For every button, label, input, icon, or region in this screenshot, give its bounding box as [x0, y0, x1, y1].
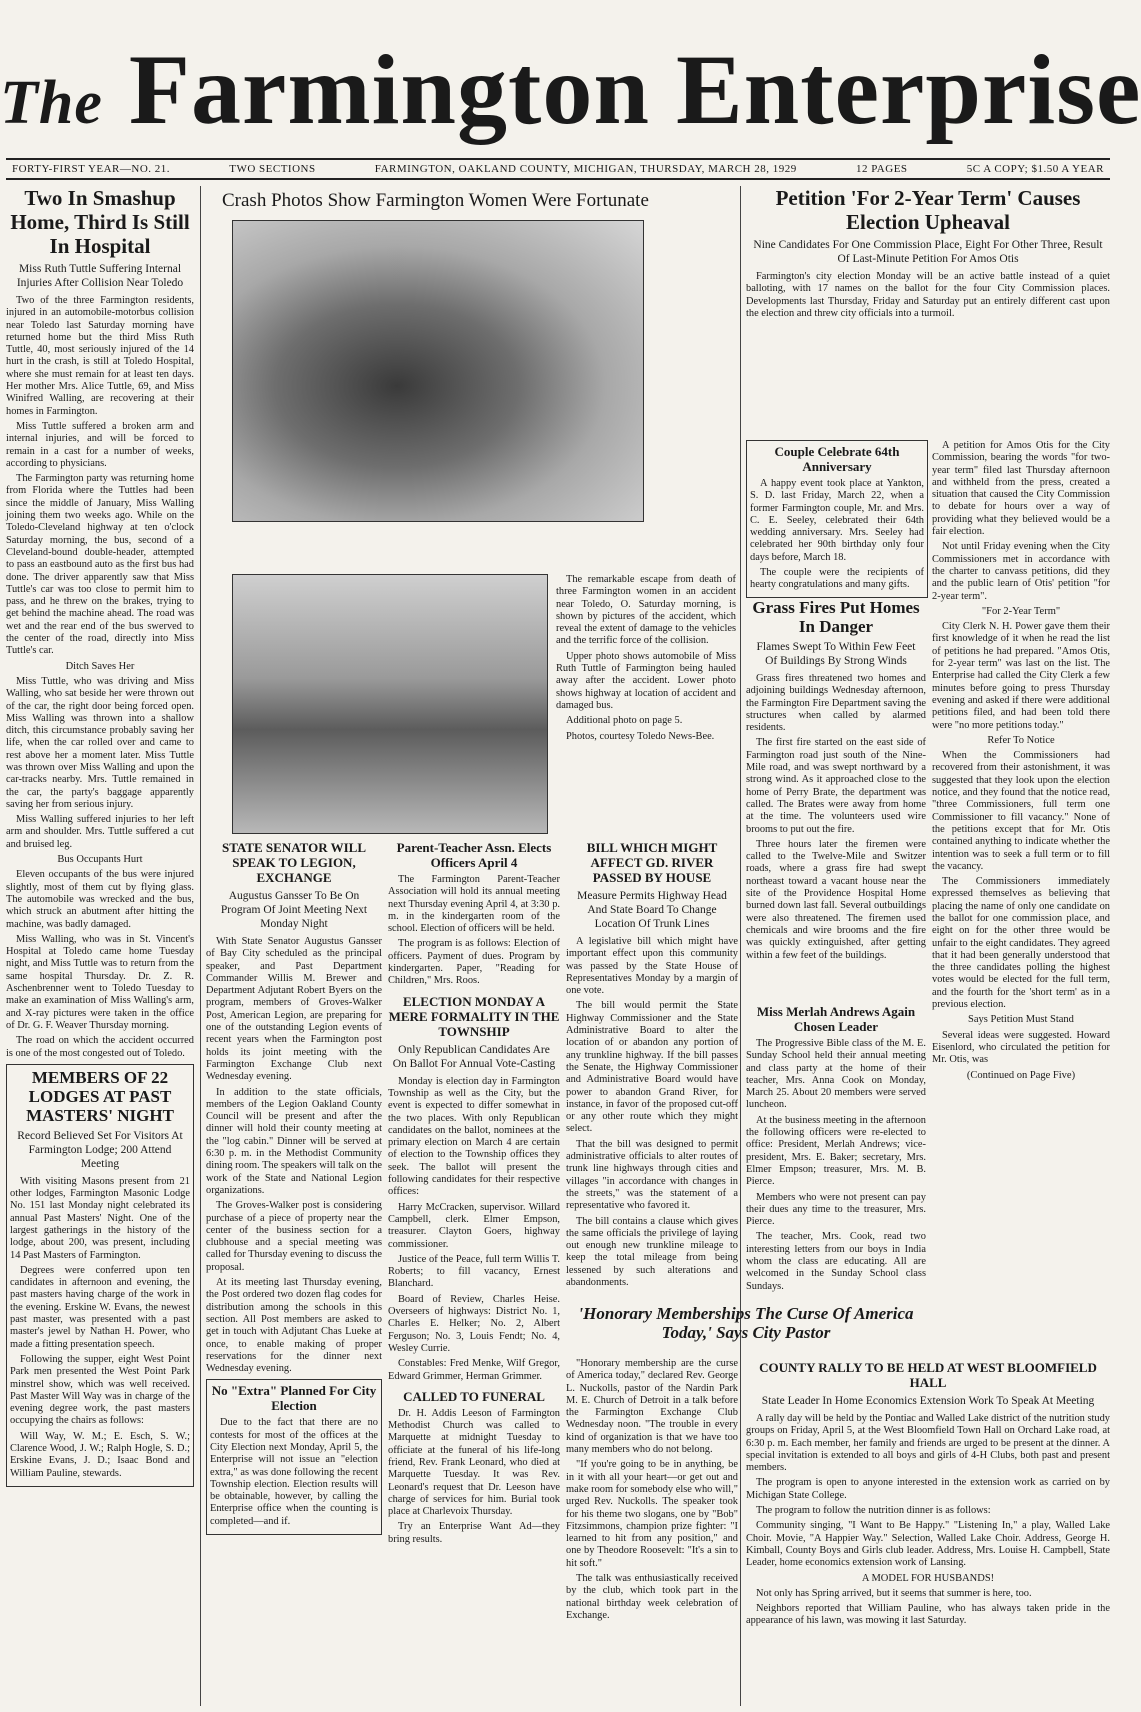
- paragraph: At its meeting last Thursday evening, the Post ordered two dozen flag codes for distribution among the schools in this section. All Post members are asked to get in touch with Adjutant Chas Lueke at once, to enable making of proper reservations for the dinner next Wednesday evening.: [206, 1277, 382, 1375]
- deck: Only Republican Candidates Are On Ballot For Annual Vote-Casting: [392, 1043, 556, 1070]
- title-the: The: [0, 69, 103, 137]
- paragraph: Members who were not present can pay their dues any time to the treasurer, Mrs. Pierce.: [746, 1191, 926, 1228]
- paragraph: The talk was enthusiastically received by the club, which took part in the national birthday week celebration of Exchange.: [566, 1573, 738, 1621]
- masthead: [0, 30, 1141, 158]
- paragraph: Two of the three Farmington residents, injured in an automobile-motorbus collision near Toledo last Saturday morning have returned home but the third Miss Ruth Tuttle, 40, most seriously injured of the 14 hurt in the crash, is still at Toledo Hospital, where she must remain for at least ten days. Her mother Mrs. Alice Tuttle, 69, and Miss Winifred Walling, are recovering at their homes in Farmington.: [6, 295, 194, 417]
- paragraph: Will Way, W. M.; E. Esch, S. W.; Clarence Wood, J. W.; Ralph Hogle, S. D.; Erskine Evans, J. D.; Isaac Bond and William Pauline, stewards.: [10, 1430, 190, 1479]
- paragraph: The Progressive Bible class of the M. E. Sunday School held their annual meeting and class party at the home of their teacher, Mrs. Anna Cook on Monday, March 25. About 20 members were served luncheon.: [746, 1038, 926, 1111]
- paragraph: "If you're going to be in anything, be in it with all your heart—or get out and make room for somebody else who will," urged Rev. Nuckolls. The speaker took for his theme two slogans, one by "Bob" Fitzsimmons, champion prize fighter: "I learned to hit from any position," and one by Theodore Roosevelt: "It's a sin to hit soft.": [566, 1459, 738, 1569]
- paragraph: Miss Tuttle, who was driving and Miss Walling, who sat beside her were thrown out of the car, the right door being forced open. Miss Walling was thrown into a shallow ditch, this circumstance probably saving her life, when the car rolled over and came to rest above her a moment later. Miss Tuttle was thrown over Miss Walling and upon the car-tracks nearby. Mrs. Tuttle remained in the car, the party's baggage apparently saving her from serious injury.: [6, 675, 194, 810]
- article-extra: [206, 1379, 382, 1535]
- paragraph: Neighbors reported that William Pauline, who has always taken pride in the appearance of his lawn, was mowing it last Saturday.: [746, 1603, 1110, 1627]
- sections-count: TWO SECTIONS: [229, 163, 316, 175]
- deck: Miss Ruth Tuttle Suffering Internal Injuries After Collision Near Toledo: [16, 263, 184, 289]
- title-name: Farmington Enterprise: [128, 34, 1141, 145]
- photo-caption: [556, 574, 736, 834]
- paragraph: Three hours later the firemen were called to the Twelve-Mile and Switzer roads, where a grass fire had swept northeast toward a vacant house near the site of the Providence Hospital Home burned down last fall. Several outbuildings were also threatened. The firemen used chemicals and wire brooms and the fire was quickly extinguished, after getting within a few feet of the buildings.: [746, 838, 926, 961]
- headline: Parent-Teacher Assn. Elects Officers April 4: [396, 840, 552, 870]
- paragraph: Degrees were conferred upon ten candidates in afternoon and evening, the past masters having charge of the work in the evening. Erskine W. Evans, the newest past master, was presented with a past master's jewel by Nathan H. Power, who made a fitting presentation speech.: [10, 1264, 190, 1350]
- paragraph: A rally day will be held by the Pontiac and Walled Lake district of the nutrition study groups on Friday, April 5, at the West Bloomfield Town Hall on Orchard Lake road, at 6:30 p. m. Each member, her family and friends are urged to be present at the dinner. A special invitation is extended to all boys and girls of 4-H Clubs, both past and present members.: [746, 1413, 1110, 1474]
- want-ad-promo: Try an Enterprise Want Ad—they bring results.: [388, 1521, 560, 1545]
- caption-text: Additional photo on page 5.: [566, 715, 683, 727]
- paragraph: In addition to the state officials, members of the Legion Oakland County Council will be present and after the dinner will hold their county meeting at the "log cabin." Dinner will be served at 6:30 p. m. in the Methodist Community dining room. The speakers will talk on the work of the State and National Legion organizations.: [206, 1086, 382, 1196]
- subhead: Ditch Saves Her: [65, 660, 135, 672]
- paragraph: Grass fires threatened two homes and adjoining buildings Wednesday afternoon, the Farmington Fire Department saving the structures when called by alarmed residents.: [746, 673, 926, 734]
- paragraph: The first fire started on the east side of Farmington road just south of the Nine-Mile road, and was swept northward by a strong wind. As it approached close to the home of Perry Brate, the department was called. The Brates were away from home at the time. The volunteers used wire brooms to put out the fire.: [746, 737, 926, 835]
- article-couple: [746, 440, 928, 598]
- headline: No "Extra" Planned For City Election: [211, 1383, 377, 1414]
- paragraph: When the Commissioners had recovered from their astonishment, it was suggested that they look upon the election notice, and they found that the notice read, "three Commissioners, full term one Commissioner to fill vacancy." None of the petitions except that for Mr. Otis contained anything to indicate whether the intention was to seek a full term or to fill the vacancy.: [932, 750, 1110, 872]
- column-rule: [200, 186, 201, 1706]
- paragraph: The program to follow the nutrition dinner is as follows:: [756, 1505, 991, 1517]
- headline: Grass Fires Put Homes In Danger: [752, 598, 920, 636]
- paragraph: "Honorary membership are the curse of America today," declared Rev. George L. Nuckolls, pastor of the Nardin Park M. E. Church of Detroit in a talk before the Farmington Exchange Club Wednesday noon. "The trouble in every kind of organization is that we have too many members who do not belong.: [566, 1358, 738, 1456]
- headline: BILL WHICH MIGHT AFFECT GD. RIVER PASSED BY HOUSE: [586, 840, 718, 885]
- paragraph: Community singing, "I Want to Be Happy." "Listening In," a play, Walled Lake Choir. Movie, "A Happier Way." Selection, Walled Lake Choir. Address, George H. Kimball, County Boys and Girls club leader. Address, Mrs. Louise H. Campbell, State Leader, home economics extension work of Lansing.: [746, 1520, 1110, 1569]
- paragraph: Not only has Spring arrived, but it seems that summer is here, too.: [756, 1587, 1032, 1599]
- paragraph: At the business meeting in the afternoon the following officers were re-elected to office: President, Merlah Andrews; vice-president, Mrs. E. Baker; secretary, Mrs. Elmer Empson; treasurer, Mrs. M. B. Pierce.: [746, 1114, 926, 1188]
- paragraph: Monday is election day in Farmington Township as well as the City, but the event is expected to differ somewhat in the two places. With only Republican candidates on the ballot, nominees at the primary election on March 4 are certain of election to the Township offices they seek. The ballot will present the following candidates for their respective offices:: [388, 1075, 560, 1198]
- paragraph: The Commissioners immediately expressed themselves as believing that placing the name of only one candidate on the ballot for one commission place, and eight on for the other three would be unfair to the eight candidates. They agreed that it had been generally understood that the three candidates polling the highest votes would be elected for the full term, and the fourth for the 'short term' as in a previous election.: [932, 876, 1110, 1011]
- column-rule: [740, 186, 741, 1706]
- paragraph: The program is open to anyone interested in the extension work as carried on by Michigan State College.: [746, 1477, 1110, 1501]
- caption-text: Upper photo shows automobile of Miss Ruth Tuttle of Farmington being hauled away after the accident. Lower photo shows highway at location of accident and damaged bus.: [556, 650, 736, 711]
- article-senator: [206, 840, 382, 1706]
- paragraph: Justice of the Peace, full term Willis T. Roberts; to fill vacancy, Ernest Blanchard.: [388, 1253, 560, 1290]
- deck: Nine Candidates For One Commission Place, Eight For Other Three, Result Of Last-Minute Petition For Amos Otis: [753, 239, 1103, 265]
- headline: Two In Smashup Home, Third Is Still In Hospital: [10, 186, 190, 258]
- pages-count: 12 PAGES: [855, 163, 908, 175]
- paragraph: The Groves-Walker post is considering purchase of a piece of property near the center of the business section for a clubhouse and a special meeting was called for Thursday evening to discuss the proposal.: [206, 1200, 382, 1273]
- subhead: A MODEL FOR HUSBANDS!: [861, 1572, 995, 1584]
- caption-text: The remarkable escape from death of three Farmington women in an accident near Toledo, O. Saturday morning, is shown by pictures of the accident, which reveal the extent of damage to the vehicles and the terrific force of the collision.: [556, 574, 736, 647]
- article-rally: [746, 1360, 1110, 1706]
- headline: STATE SENATOR WILL SPEAK TO LEGION, EXCHANGE: [221, 840, 366, 885]
- article-bill: [566, 840, 738, 1289]
- article-fires: [746, 598, 926, 998]
- paragraph: Constables: Fred Menke, Wilf Gregor, Edward Grimmer, Herman Grimmer.: [388, 1358, 560, 1382]
- deck: Record Believed Set For Visitors At Farmington Lodge; 200 Attend Meeting: [17, 1129, 183, 1170]
- headline: 'Honorary Memberships The Curse Of America Today,' Says City Pastor: [578, 1304, 914, 1342]
- election-headline: ELECTION MONDAY A MERE FORMALITY IN THE TOWNSHIP: [388, 993, 560, 1039]
- paragraph: That the bill was designed to permit administrative officials to alter routes of trunk line highways through cities and villages "in accordance with changes in the streets," was the statement of a representative who favored it.: [566, 1138, 738, 1212]
- deck: Augustus Gansser To Be On Program Of Joint Meeting Next Monday Night: [220, 890, 368, 930]
- headline: COUNTY RALLY TO BE HELD AT WEST BLOOMFIELD HALL: [759, 1360, 1097, 1390]
- caption-text: Photos, courtesy Toledo News-Bee.: [566, 730, 715, 742]
- paragraph: The teacher, Mrs. Cook, read two interesting letters from our boys in India whom the class are educating. All are welcomed in the Sunday School class Sundays.: [746, 1231, 926, 1292]
- article-pta: [388, 840, 560, 1706]
- deck: Measure Permits Highway Head And State Board To Change Location Of Trunk Lines: [577, 890, 727, 930]
- subhead: Refer To Notice: [987, 734, 1055, 746]
- deck: State Leader In Home Economics Extension Work To Speak At Meeting: [761, 1395, 1095, 1407]
- crash-photo-lower: [232, 574, 548, 834]
- crash-photo-upper: [232, 220, 644, 522]
- article-masons: [6, 1064, 194, 1487]
- paragraph: The bill contains a clause which gives the same officials the privilege of laying out enough new trunkline mileage to keep the total mileage from being lessened by such alterations and abandonments.: [566, 1215, 738, 1289]
- paragraph: Dr. H. Addis Leeson of Farmington Methodist Church was called to Marquette at midnight Tuesday to officiate at the funeral of his life-long friend, Rev. Frank Leonard, who died at Marquette Tuesday. It was Rev. Leonard's request that Dr. Leeson have charge of services for him. Burial took place at Charlevoix Thursday.: [388, 1407, 560, 1518]
- headline: MEMBERS OF 22 LODGES AT PAST MASTERS' NIGHT: [26, 1067, 174, 1125]
- paragraph: The program is as follows: Election of officers. Payment of dues. Program by kindergarten. Paper, "Reading for Children," Mrs. Roos.: [388, 938, 560, 987]
- continued-note: (Continued on Page Five): [966, 1069, 1076, 1081]
- paragraph: The Farmington Parent-Teacher Association will hold its annual meeting next Thursday evening April 4, at 3:30 p. m. in the kindergarten room of the school. Election of officers will be held.: [388, 874, 560, 935]
- paragraph: Miss Walling, who was in St. Vincent's Hospital at Toledo came home Tuesday night, and Miss Tuttle was to return from the same hospital Thursday. Dr. Z. R. Aschenbrenner went to Toledo Tuesday to make an examination of Miss Walling's arm, and X-ray pictures were taken in the office of Dr. G. F. Weaver Thursday morning.: [6, 933, 194, 1031]
- article-petition-continued: [932, 440, 1110, 1390]
- newspaper-title: [0, 30, 1141, 163]
- headline: Miss Merlah Andrews Again Chosen Leader: [756, 1004, 916, 1034]
- paragraph: A happy event took place at Yankton, S. D. last Friday, March 22, when a former Farmington couple, Mr. and Mrs. C. E. Seeley, celebrated their 64th wedding anniversary. Mrs. Seeley had celebrated her 90th birthday only four days before, March 18.: [750, 478, 924, 563]
- headline: Petition 'For 2-Year Term' Causes Election Upheaval: [775, 186, 1081, 234]
- funeral-headline: CALLED TO FUNERAL: [403, 1388, 545, 1404]
- paragraph: Farmington's city election Monday will be an active battle instead of a quiet balloting, with 17 names on the ballot for the four City Commission places. Developments last Thursday, Friday and Saturday put an entirely different cast upon the election and threw city officials into a turmoil.: [746, 271, 1110, 319]
- paragraph: The road on which the accident occurred is one of the most congested out of Toledo.: [6, 1035, 194, 1059]
- paragraph: With State Senator Augustus Gansser of Bay City scheduled as the principal speaker, and Past Department Commander Willis M. Brewer and Department Adjutant Robert Byers on the program, members of Groves-Walker Post, American Legion, are preparing for one of the outstanding Legion events of recent years when the Farmington post holds its joint meeting with the Farmington Exchange Club next Wednesday evening.: [206, 936, 382, 1083]
- paragraph: A petition for Amos Otis for the City Commission, bearing the words "for two-year term" filed last Thursday afternoon and withheld from the press, created a situation that caused the City Commission to debate for hours over a way of providing what they believed would be a fair election.: [932, 440, 1110, 538]
- paragraph: The Farmington party was returning home from Florida where the Tuttles had been since the middle of January, Miss Walling joining them two weeks ago. While on the Toledo-Cleveland highway at ten o'clock Saturday morning, the bus, second of a Cleveland-bound double-header, attempted to pass an eastbound auto as the first bus had done. The driver apparently saw that Miss Tuttle's car was too close to permit him to pass, and he threw on the brakes, trying to get behind the machine ahead. The road was wet and the rear end of the bus swerved to the center of the road, directly into Miss Tuttle's car.: [6, 473, 194, 657]
- dateline: [6, 158, 1110, 180]
- paragraph: Not until Friday evening when the City Commissioners met in accordance with the charter to canvass petitions, did they and the public learn of Otis' petition "for 2-year term".: [932, 541, 1110, 602]
- honorary-headline-block: [566, 1304, 926, 1354]
- article-honorary: [566, 1358, 738, 1706]
- paragraph: City Clerk N. H. Power gave them their first knowledge of it when he read the list of petitions he had prepared. "Amos Otis, for 2-year term" was last on the list. The Enterprise had called the City Clerk a few minutes before going to press Thursday evening and asked if there were additional petitions filed, and had been told there were "no more petitions today.": [932, 621, 1110, 731]
- headline: Couple Celebrate 64th Anniversary: [774, 444, 900, 474]
- photo-banner: Crash Photos Show Farmington Women Were Fortunate: [222, 190, 649, 211]
- paragraph: A legislative bill which might have important effect upon this community was passed by the State House of Representatives Monday by a margin of one vote.: [566, 936, 738, 997]
- volume-number: FORTY-FIRST YEAR—NO. 21.: [12, 163, 171, 175]
- paragraph: Board of Review, Charles Heise. Overseers of highways: District No. 1, Charles E. Helker; No. 2, Albert Ferguson; No. 3, Louis Fendt; No. 4, Wesley Currie.: [388, 1293, 560, 1354]
- paragraph: Eleven occupants of the bus were injured slightly, most of them cut by flying glass. The automobile was wrecked and the bus, which struck an abutment after hitting the machine, was badly damaged.: [6, 869, 194, 930]
- paragraph: The bill would permit the State Highway Commissioner and the State Administrative Board to alter the location of or abandon any portion of any trunkline highway. If the bill passes the Senate, the Highway Commissioner and Administrative Board would have power to abandon Grand River, for instance, in favor of the proposed cut-off or any other route which they might select.: [566, 1000, 738, 1135]
- subhead: Says Petition Must Stand: [968, 1014, 1074, 1026]
- article-petition: [746, 186, 1110, 436]
- deck: Flames Swept To Within Few Feet Of Buildings By Strong Winds: [756, 641, 916, 667]
- article-andrews: [746, 1004, 926, 1354]
- paragraph: Due to the fact that there are no contests for most of the offices at the City Election next Monday, April 5, the Enterprise will not issue an "election extra," as was done following the recent Township election. Election results will be obtainable, however, by calling the Enterprise office when the counting is completed—and if.: [210, 1417, 378, 1527]
- paragraph: Harry McCracken, supervisor. Willard Campbell, clerk. Elmer Empson, treasurer. Clayton Goers, highway commissioner.: [388, 1201, 560, 1250]
- subhead: Bus Occupants Hurt: [57, 854, 143, 866]
- paragraph: Miss Walling suffered injuries to her left arm and shoulder. Mrs. Tuttle suffered a cut and bruised leg.: [6, 814, 194, 850]
- article-smashup: [6, 186, 194, 1706]
- price: 5C A COPY; $1.50 A YEAR: [966, 163, 1104, 175]
- paragraph: Miss Tuttle suffered a broken arm and internal injuries, and will be forced to remain in a cast for a number of weeks, according to physicians.: [6, 420, 194, 469]
- paragraph: Several ideas were suggested. Howard Eisenlord, who circulated the petition for Mr. Otis, was: [932, 1029, 1110, 1066]
- place-date: FARMINGTON, OAKLAND COUNTY, MICHIGAN, THURSDAY, MARCH 28, 1929: [374, 163, 797, 175]
- paragraph: The couple were the recipients of hearty congratulations and many gifts.: [750, 567, 924, 591]
- paragraph: Following the supper, eight West Point Park men presented the West Point Park minstrel show, which was well received. Past Master Will Way was in charge of the evening degree work, the past masters occupying the chairs as follows:: [10, 1353, 190, 1427]
- subhead: "For 2-Year Term": [981, 605, 1061, 617]
- paragraph: With visiting Masons present from 21 other lodges, Farmington Masonic Lodge No. 151 last Monday night celebrated its annual Past Masters' Night. One of the largest gatherings in the history of the lodge, about 200, was present, including 14 Past Masters of Farmington.: [10, 1175, 190, 1261]
